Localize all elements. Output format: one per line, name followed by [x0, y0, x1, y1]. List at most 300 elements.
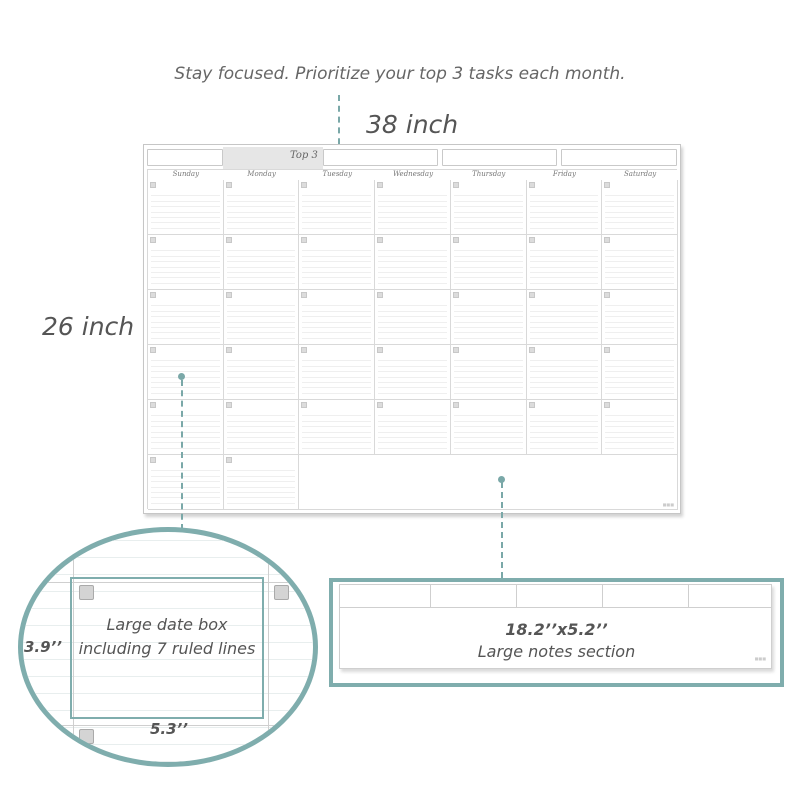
- ruled-line: [151, 476, 220, 477]
- ruled-line: [454, 360, 523, 361]
- date-box: [451, 290, 527, 345]
- ruled-line: [530, 426, 599, 427]
- ruled-line: [378, 421, 447, 422]
- ruled-line: [151, 212, 220, 213]
- ruled-line: [227, 222, 296, 223]
- ruled-line: [302, 311, 371, 312]
- date-box: [602, 400, 678, 455]
- date-box: [299, 345, 375, 400]
- ruled-line: [454, 322, 523, 323]
- ruled-line: [227, 481, 296, 482]
- day-header-saturday: Saturday: [624, 170, 657, 178]
- ruled-line: [302, 387, 371, 388]
- ruled-line: [378, 228, 447, 229]
- date-square-icon: [453, 402, 459, 408]
- ruled-line: [454, 332, 523, 333]
- ruled-line: [227, 250, 296, 251]
- ruled-line: [605, 393, 674, 394]
- ruled-line: [454, 195, 523, 196]
- ruled-line: [454, 311, 523, 312]
- date-square-icon: [604, 182, 610, 188]
- ruled-line: [227, 377, 296, 378]
- date-square-icon: [453, 182, 459, 188]
- ruled-line: [378, 360, 447, 361]
- date-box: [527, 290, 603, 345]
- ruled-line: [454, 267, 523, 268]
- notes-size-label: 18.2’’x5.2’’: [505, 620, 608, 639]
- ruled-line: [227, 503, 296, 504]
- top3-field-3: [561, 149, 677, 166]
- ruled-line: [302, 261, 371, 262]
- ruled-line: [454, 272, 523, 273]
- ruled-line: [378, 195, 447, 196]
- date-box-text-line1: Large date box: [106, 615, 228, 634]
- ruled-line: [302, 256, 371, 257]
- ruled-line: [378, 305, 447, 306]
- notes-section-zoom: [329, 578, 784, 687]
- date-square-icon: [529, 182, 535, 188]
- ruled-line: [605, 222, 674, 223]
- ruled-line: [302, 448, 371, 449]
- ruled-line: [605, 267, 674, 268]
- notes-grid-divider: [688, 585, 689, 607]
- date-square-icon: [301, 347, 307, 353]
- ruled-line: [151, 387, 220, 388]
- date-box-height-label: 3.9’’: [24, 638, 62, 656]
- notes-grid-divider: [516, 585, 517, 607]
- ruled-line: [454, 338, 523, 339]
- ruled-line: [605, 277, 674, 278]
- ruled-line: [605, 261, 674, 262]
- date-square-icon: [150, 292, 156, 298]
- date-square-icon: [529, 292, 535, 298]
- date-box: [602, 345, 678, 400]
- ruled-line: [151, 366, 220, 367]
- ruled-line: [302, 377, 371, 378]
- ruled-line: [151, 437, 220, 438]
- ruled-line: [454, 421, 523, 422]
- ruled-line: [378, 267, 447, 268]
- ruled-line: [378, 217, 447, 218]
- ruled-line: [605, 195, 674, 196]
- ruled-line: [151, 201, 220, 202]
- ruled-line: [605, 206, 674, 207]
- ruled-line: [151, 497, 220, 498]
- calendar-grid: [147, 169, 677, 509]
- ruled-line: [302, 277, 371, 278]
- ruled-line: [454, 206, 523, 207]
- ruled-line: [302, 426, 371, 427]
- date-box: [148, 455, 224, 510]
- ruled-line: [302, 305, 371, 306]
- ruled-line: [151, 222, 220, 223]
- ruled-line: [151, 272, 220, 273]
- ruled-line: [605, 382, 674, 383]
- ruled-line: [605, 366, 674, 367]
- ruled-line: [605, 250, 674, 251]
- ruled-line: [378, 377, 447, 378]
- ruled-line: [605, 316, 674, 317]
- ruled-line: [302, 442, 371, 443]
- ruled-line: [605, 421, 674, 422]
- ruled-line: [302, 366, 371, 367]
- date-square-icon: [377, 292, 383, 298]
- ruled-line: [227, 387, 296, 388]
- date-square-icon: [377, 182, 383, 188]
- ruled-line: [227, 487, 296, 488]
- ruled-line: [227, 316, 296, 317]
- date-box: [375, 400, 451, 455]
- ruled-line: [151, 421, 220, 422]
- ruled-line: [227, 261, 296, 262]
- notes-top-grid-line: [340, 607, 771, 608]
- ruled-line: [151, 382, 220, 383]
- ruled-line: [151, 267, 220, 268]
- ruled-line: [530, 332, 599, 333]
- date-box: [224, 180, 300, 235]
- ruled-line: [454, 426, 523, 427]
- day-header-friday: Friday: [552, 170, 576, 178]
- ruled-line: [530, 432, 599, 433]
- ruled-line: [227, 470, 296, 471]
- date-box: [148, 290, 224, 345]
- ruled-line: [530, 277, 599, 278]
- ruled-line: [378, 432, 447, 433]
- ruled-line: [227, 217, 296, 218]
- ruled-line: [530, 377, 599, 378]
- ruled-line: [227, 415, 296, 416]
- zoom-right-border: [268, 532, 269, 762]
- ruled-line: [454, 261, 523, 262]
- date-box: [224, 400, 300, 455]
- ruled-line: [605, 228, 674, 229]
- wall-calendar-planner: [143, 144, 681, 514]
- ruled-line: [151, 448, 220, 449]
- ruled-line: [605, 217, 674, 218]
- zoom-ruled-line: [23, 574, 313, 575]
- notes-section-label: Large notes section: [477, 642, 636, 661]
- ruled-line: [151, 250, 220, 251]
- top3-field-2: [442, 149, 557, 166]
- ruled-line: [378, 387, 447, 388]
- ruled-line: [605, 212, 674, 213]
- date-square-icon: [377, 347, 383, 353]
- ruled-line: [302, 272, 371, 273]
- notes-grid-divider: [430, 585, 431, 607]
- day-header-wednesday: Wednesday: [392, 170, 434, 178]
- ruled-line: [605, 371, 674, 372]
- ruled-line: [151, 360, 220, 361]
- date-square-icon: [226, 347, 232, 353]
- ruled-line: [530, 261, 599, 262]
- ruled-line: [530, 338, 599, 339]
- ruled-line: [605, 437, 674, 438]
- ruled-line: [605, 322, 674, 323]
- date-square-icon: [150, 237, 156, 243]
- ruled-line: [227, 393, 296, 394]
- ruled-line: [227, 305, 296, 306]
- ruled-line: [605, 426, 674, 427]
- ruled-line: [151, 327, 220, 328]
- ruled-line: [302, 415, 371, 416]
- ruled-line: [530, 316, 599, 317]
- ruled-line: [530, 283, 599, 284]
- ruled-line: [227, 228, 296, 229]
- ruled-line: [378, 272, 447, 273]
- ruled-line: [605, 201, 674, 202]
- date-square-icon: [274, 729, 289, 744]
- tagline: Stay focused. Prioritize your top 3 tasks each month.: [174, 64, 626, 84]
- ruled-line: [227, 283, 296, 284]
- date-square-icon: [453, 292, 459, 298]
- date-box: [602, 235, 678, 290]
- ruled-line: [227, 448, 296, 449]
- date-box: [451, 345, 527, 400]
- ruled-line: [227, 195, 296, 196]
- ruled-line: [302, 432, 371, 433]
- ruled-line: [530, 327, 599, 328]
- ruled-line: [530, 393, 599, 394]
- date-box: [148, 400, 224, 455]
- date-square-icon: [377, 402, 383, 408]
- date-square-icon: [301, 402, 307, 408]
- ruled-line: [454, 382, 523, 383]
- ruled-line: [302, 322, 371, 323]
- ruled-line: [378, 442, 447, 443]
- ruled-line: [530, 267, 599, 268]
- ruled-line: [151, 256, 220, 257]
- ruled-line: [454, 222, 523, 223]
- date-box: [451, 235, 527, 290]
- ruled-line: [302, 382, 371, 383]
- ruled-line: [454, 277, 523, 278]
- ruled-line: [227, 267, 296, 268]
- ruled-line: [454, 442, 523, 443]
- date-box: [224, 455, 300, 510]
- date-box: [148, 345, 224, 400]
- ruled-line: [530, 322, 599, 323]
- ruled-line: [378, 371, 447, 372]
- ruled-line: [151, 442, 220, 443]
- ruled-line: [530, 448, 599, 449]
- ruled-line: [302, 250, 371, 251]
- date-square-icon: [79, 729, 94, 744]
- date-box: [148, 180, 224, 235]
- ruled-line: [605, 327, 674, 328]
- ruled-line: [151, 432, 220, 433]
- date-box: [527, 400, 603, 455]
- ruled-line: [378, 250, 447, 251]
- ruled-line: [454, 366, 523, 367]
- ruled-line: [302, 393, 371, 394]
- ruled-line: [227, 277, 296, 278]
- ruled-line: [378, 382, 447, 383]
- ruled-line: [227, 212, 296, 213]
- ruled-line: [605, 305, 674, 306]
- ruled-line: [605, 448, 674, 449]
- ruled-line: [151, 371, 220, 372]
- ruled-line: [530, 201, 599, 202]
- ruled-line: [378, 212, 447, 213]
- date-box: [375, 180, 451, 235]
- ruled-line: [605, 332, 674, 333]
- date-box: [224, 235, 300, 290]
- ruled-line: [151, 277, 220, 278]
- date-square-icon: [274, 585, 289, 600]
- ruled-line: [605, 256, 674, 257]
- ruled-line: [605, 377, 674, 378]
- ruled-line: [454, 371, 523, 372]
- zoom-ruled-line: [23, 540, 313, 541]
- date-box-pointer-line: [181, 380, 183, 530]
- ruled-line: [378, 366, 447, 367]
- ruled-line: [302, 327, 371, 328]
- date-box-description: [70, 613, 264, 661]
- ruled-line: [151, 393, 220, 394]
- ruled-line: [530, 437, 599, 438]
- ruled-line: [227, 206, 296, 207]
- date-box: [299, 290, 375, 345]
- ruled-line: [302, 371, 371, 372]
- ruled-line: [530, 195, 599, 196]
- ruled-line: [302, 228, 371, 229]
- ruled-line: [530, 366, 599, 367]
- ruled-line: [605, 432, 674, 433]
- top3-label: Top 3: [290, 150, 318, 161]
- ruled-line: [530, 217, 599, 218]
- ruled-line: [151, 415, 220, 416]
- ruled-line: [227, 442, 296, 443]
- ruled-line: [605, 360, 674, 361]
- date-box: [299, 400, 375, 455]
- zoom-ruled-line: [23, 761, 313, 762]
- ruled-line: [302, 283, 371, 284]
- ruled-line: [302, 222, 371, 223]
- ruled-line: [227, 338, 296, 339]
- ruled-line: [378, 327, 447, 328]
- notes-pointer-line: [501, 482, 503, 578]
- brand-mark: ■■■: [662, 502, 674, 507]
- ruled-line: [151, 195, 220, 196]
- ruled-line: [151, 311, 220, 312]
- ruled-line: [530, 250, 599, 251]
- date-square-icon: [453, 237, 459, 243]
- ruled-line: [530, 206, 599, 207]
- day-header-tuesday: Tuesday: [322, 170, 353, 178]
- ruled-line: [378, 206, 447, 207]
- ruled-line: [530, 305, 599, 306]
- date-square-icon: [226, 237, 232, 243]
- ruled-line: [605, 311, 674, 312]
- ruled-line: [530, 415, 599, 416]
- date-square-icon: [453, 347, 459, 353]
- date-box: [224, 290, 300, 345]
- date-box-width-label: 5.3’’: [150, 720, 188, 738]
- date-box: [299, 180, 375, 235]
- ruled-line: [227, 476, 296, 477]
- date-square-icon: [301, 237, 307, 243]
- ruled-line: [151, 217, 220, 218]
- ruled-line: [227, 201, 296, 202]
- date-square-icon: [529, 347, 535, 353]
- ruled-line: [378, 338, 447, 339]
- date-box: [451, 400, 527, 455]
- notes-grid-divider: [602, 585, 603, 607]
- ruled-line: [530, 387, 599, 388]
- ruled-line: [530, 371, 599, 372]
- date-square-icon: [529, 237, 535, 243]
- date-box: [375, 235, 451, 290]
- ruled-line: [227, 311, 296, 312]
- date-square-icon: [226, 457, 232, 463]
- ruled-line: [151, 283, 220, 284]
- ruled-line: [227, 272, 296, 273]
- ruled-line: [530, 272, 599, 273]
- ruled-line: [378, 311, 447, 312]
- ruled-line: [530, 382, 599, 383]
- date-square-icon: [377, 237, 383, 243]
- ruled-line: [227, 426, 296, 427]
- ruled-line: [378, 322, 447, 323]
- ruled-line: [302, 316, 371, 317]
- ruled-line: [151, 492, 220, 493]
- day-header-thursday: Thursday: [472, 170, 506, 178]
- date-square-icon: [604, 402, 610, 408]
- ruled-line: [378, 316, 447, 317]
- date-square-icon: [226, 402, 232, 408]
- day-header-sunday: Sunday: [172, 170, 200, 178]
- date-square-icon: [604, 292, 610, 298]
- ruled-line: [378, 332, 447, 333]
- ruled-line: [302, 421, 371, 422]
- ruled-line: [378, 277, 447, 278]
- date-box: [224, 345, 300, 400]
- date-box: [299, 235, 375, 290]
- date-square-icon: [150, 457, 156, 463]
- ruled-line: [530, 421, 599, 422]
- ruled-line: [454, 256, 523, 257]
- ruled-line: [151, 228, 220, 229]
- ruled-line: [378, 261, 447, 262]
- top3-field-1: [323, 149, 438, 166]
- ruled-line: [454, 387, 523, 388]
- ruled-line: [302, 437, 371, 438]
- ruled-line: [378, 448, 447, 449]
- ruled-line: [454, 393, 523, 394]
- ruled-line: [454, 228, 523, 229]
- ruled-line: [227, 437, 296, 438]
- date-box: [602, 290, 678, 345]
- ruled-line: [454, 316, 523, 317]
- ruled-line: [302, 195, 371, 196]
- ruled-line: [151, 487, 220, 488]
- day-header-monday: Monday: [247, 170, 276, 178]
- ruled-line: [378, 393, 447, 394]
- ruled-line: [227, 492, 296, 493]
- ruled-line: [227, 421, 296, 422]
- date-box: [527, 345, 603, 400]
- date-box: [148, 235, 224, 290]
- ruled-line: [454, 432, 523, 433]
- ruled-line: [454, 415, 523, 416]
- ruled-line: [302, 206, 371, 207]
- ruled-line: [530, 212, 599, 213]
- ruled-line: [605, 272, 674, 273]
- ruled-line: [454, 377, 523, 378]
- ruled-line: [151, 305, 220, 306]
- date-square-icon: [529, 402, 535, 408]
- date-square-icon: [301, 182, 307, 188]
